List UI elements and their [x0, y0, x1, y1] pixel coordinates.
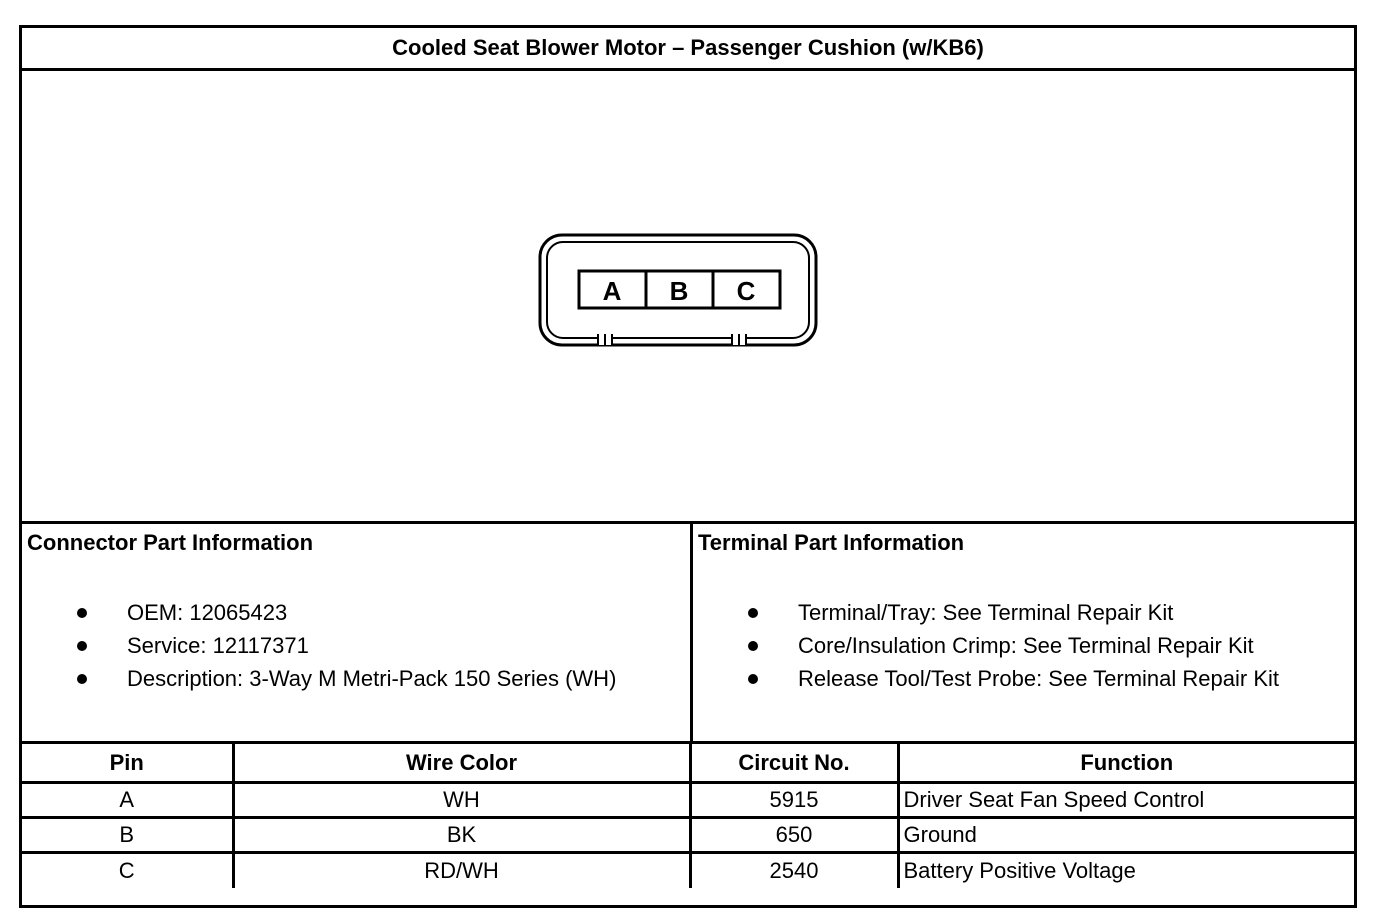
function-cell: Driver Seat Fan Speed Control: [898, 783, 1354, 818]
header-circuit-no: Circuit No.: [690, 743, 898, 783]
pin-table: [22, 741, 1354, 888]
table-row: [22, 783, 1354, 818]
connector-face-svg: [22, 71, 1354, 521]
pin-cell: A: [22, 783, 233, 818]
table-header-row: [22, 743, 1354, 783]
wire-color-cell: WH: [233, 783, 690, 818]
connector-sheet: [19, 25, 1357, 908]
function-cell: Battery Positive Voltage: [898, 853, 1354, 888]
table-row: [22, 818, 1354, 853]
wire-color-cell: BK: [233, 818, 690, 853]
bullet-icon: [77, 641, 87, 651]
connector-latch-tabs: [598, 334, 746, 345]
connector-diagram: [22, 71, 1354, 521]
bullet-icon: [77, 674, 87, 684]
terminal-info-heading: Terminal Part Information: [698, 530, 965, 555]
bullet-icon: [748, 641, 758, 651]
circuit-no-cell: 650: [690, 818, 898, 853]
header-pin: Pin: [22, 743, 233, 783]
header-wire-color: Wire Color: [233, 743, 690, 783]
bullet-icon: [748, 608, 758, 618]
terminal-part-info: Terminal Part Information Terminal/Tray: See Terminal Repair Kit Core/Insulation Crimp: See Terminal Repair Kit Release Tool/Test Probe: See Terminal Repair Kit: [690, 524, 1354, 744]
bullet-icon: [748, 674, 758, 684]
wire-color-cell: RD/WH: [233, 853, 690, 888]
pin-cell: B: [22, 818, 233, 853]
header-function: Function: [898, 743, 1354, 783]
circuit-no-cell: 2540: [690, 853, 898, 888]
table-row: [22, 853, 1354, 888]
pin-label-b: B: [669, 276, 689, 306]
circuit-no-cell: 5915: [690, 783, 898, 818]
pin-label-c: C: [736, 276, 756, 306]
connector-info-heading: Connector Part Information: [27, 530, 314, 555]
bullet-icon: [77, 608, 87, 618]
pin-label-a: A: [602, 276, 622, 306]
part-info-section: [22, 521, 1354, 744]
connector-part-info: Connector Part Information OEM: 12065423 Service: 12117371 Description: 3-Way M Metri-Pack 150 Series (WH): [27, 530, 617, 691]
pin-cell: C: [22, 853, 233, 888]
function-cell: Ground: [898, 818, 1354, 853]
page-title: Cooled Seat Blower Motor – Passenger Cushion (w/KB6): [22, 28, 1354, 71]
